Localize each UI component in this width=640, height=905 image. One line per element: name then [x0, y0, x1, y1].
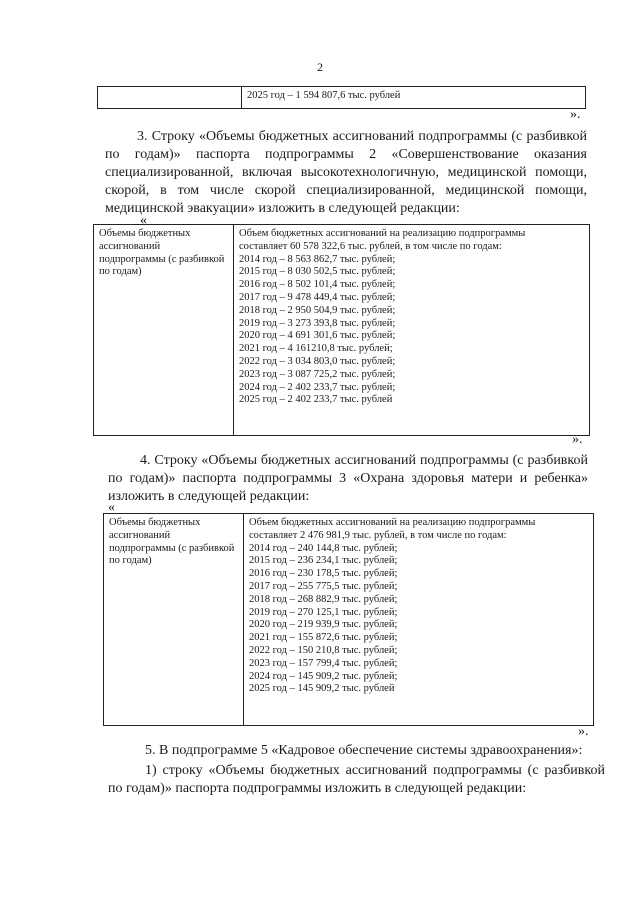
table-2-line: 2016 год – 8 502 101,4 тыс. рублей;	[239, 279, 396, 291]
table-2-line: 2015 год – 8 030 502,5 тыс. рублей;	[239, 266, 396, 278]
paragraph-4: 4. Строку «Объемы бюджетных ассигнований подпрограммы (с разбивкой по годам)» паспорта подпрограммы 3 «Охрана здоровья матери и ребенка» изложить в следующей редакции:	[108, 453, 588, 504]
table-2-line: 2014 год – 8 563 862,7 тыс. рублей;	[239, 253, 396, 265]
close-quote-2: ».	[572, 432, 583, 447]
table-2-line: 2019 год – 3 273 393,8 тыс. рублей;	[239, 317, 396, 329]
table-3-line: 2020 год – 219 939,9 тыс. рублей;	[249, 619, 398, 631]
table-2-line: 2020 год – 4 691 301,6 тыс. рублей;	[239, 330, 396, 342]
table-3-line: составляет 2 476 981,9 тыс. рублей, в том числе по годам:	[249, 529, 507, 541]
top-table-left-cell	[98, 87, 242, 109]
top-table	[97, 86, 586, 109]
table-2-line: 2024 год – 2 402 233,7 тыс. рублей;	[239, 381, 396, 393]
table-3-line: 2018 год – 268 882,9 тыс. рублей;	[249, 593, 398, 605]
open-quote-2: «	[108, 500, 115, 515]
table-3-line: 2019 год – 270 125,1 тыс. рублей;	[249, 606, 398, 618]
table-3-line: 2015 год – 236 234,1 тыс. рублей;	[249, 555, 398, 567]
table-2-line: 2025 год – 2 402 233,7 тыс. рублей	[239, 394, 393, 406]
table-3-left-cell: Объемы бюджетных ассигнований подпрограммы (с разбивкой по годам)	[104, 514, 244, 726]
table-3-line: 2023 год – 157 799,4 тыс. рублей;	[249, 657, 398, 669]
table-2-line: 2018 год – 2 950 504,9 тыс. рублей;	[239, 304, 396, 316]
table-2-line: Объем бюджетных ассигнований на реализацию подпрограммы	[239, 228, 526, 239]
table-3-line: 2021 год – 155 872,6 тыс. рублей;	[249, 632, 398, 644]
table-2-right-cell	[234, 225, 590, 436]
table-2-left-cell: Объемы бюджетных ассигнований подпрограммы (с разбивкой по годам)	[94, 225, 234, 436]
paragraph-5: 5. В подпрограмме 5 «Кадровое обеспечение системы здравоохранения»:	[145, 743, 583, 758]
open-quote-1: «	[140, 213, 147, 228]
table-2-line: 2017 год – 9 478 449,4 тыс. рублей;	[239, 291, 396, 303]
table-3-line: 2016 год – 230 178,5 тыс. рублей;	[249, 568, 398, 580]
page-number: 2	[317, 60, 323, 74]
table-2-line: 2022 год – 3 034 803,0 тыс. рублей;	[239, 355, 396, 367]
table-2-line: 2021 год – 4 161210,8 тыс. рублей;	[239, 343, 393, 355]
table-subprogram-3	[103, 513, 594, 726]
close-quote-3: ».	[578, 724, 589, 739]
table-3-line: 2025 год – 145 909,2 тыс. рублей	[249, 683, 395, 695]
table-2-line: 2023 год – 3 087 725,2 тыс. рублей;	[239, 368, 396, 380]
top-table-right-cell: 2025 год – 1 594 807,6 тыс. рублей	[242, 87, 586, 109]
close-quote-1: ».	[570, 107, 581, 122]
paragraph-5-1: 1) строку «Объемы бюджетных ассигнований подпрограммы (с разбивкой по годам)» паспорта подпрограммы изложить в следующей редакции:	[108, 763, 605, 796]
table-2-line: составляет 60 578 322,6 тыс. рублей, в том числе по годам:	[239, 240, 502, 252]
paragraph-3: 3. Строку «Объемы бюджетных ассигнований подпрограммы (с разбивкой по годам)» паспорта подпрограммы 2 «Совершенствование оказания специализированной, включая высокотехнологичную, медицинской помощи, скорой, в том числе скорой специализированной, медицинской помощи, медицинской эвакуации» изложить в следующей редакции:	[105, 129, 587, 216]
table-3-right-cell	[244, 514, 594, 726]
table-3-line: 2024 год – 145 909,2 тыс. рублей;	[249, 670, 398, 682]
table-3-line: 2022 год – 150 210,8 тыс. рублей;	[249, 644, 398, 656]
table-3-line: 2017 год – 255 775,5 тыс. рублей;	[249, 580, 398, 592]
table-3-line: 2014 год – 240 144,8 тыс. рублей;	[249, 542, 398, 554]
table-3-line: Объем бюджетных ассигнований на реализацию подпрограммы	[249, 517, 536, 528]
table-subprogram-2	[93, 224, 590, 436]
